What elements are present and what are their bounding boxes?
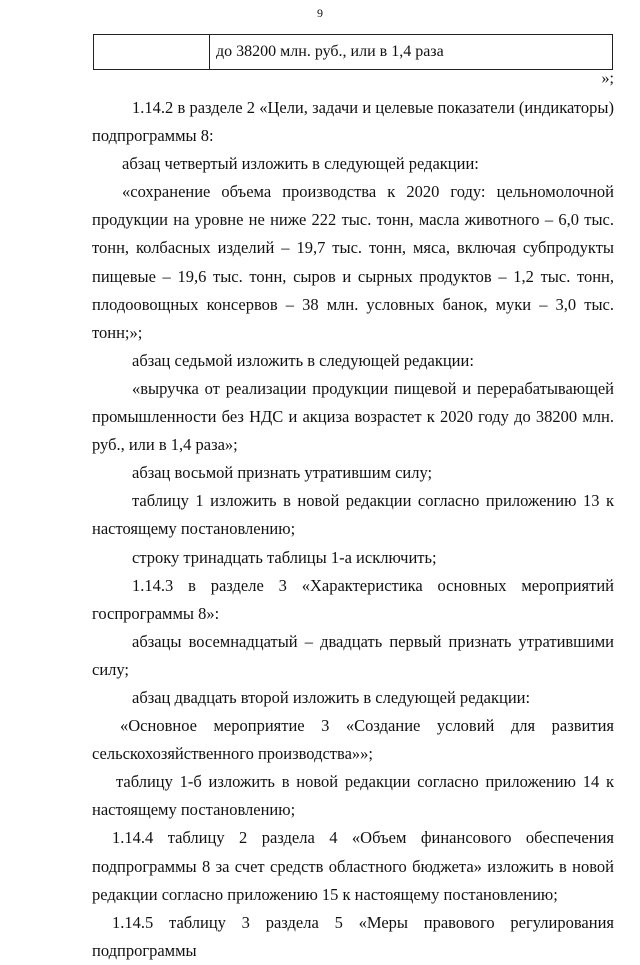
table-fragment bbox=[93, 34, 613, 70]
paragraph-osnovnoe-meropriyatie: «Основное мероприятие 3 «Создание условий для развития сельскохозяйственного производства»»; bbox=[92, 716, 614, 764]
paragraph-abzac-vosmoi: абзац восьмой признать утратившим силу; bbox=[132, 463, 433, 483]
paragraph-1-14-5: 1.14.5 таблицу 3 раздела 5 «Меры правового регулирования подпрограммы bbox=[92, 912, 614, 960]
paragraph-sokhranenie: «сохранение объема производства к 2020 году: цельномолочной продукции на уровне не ниже 222 тыс. тонн, масла животного – 6,0 тыс. тонн, колбасных изделий – 19,7 тыс. тонн, мяса, включая субпродукты пищевые – 19,6 тыс. тонн, сыров и сырных продуктов – 1,2 тыс. тонн, плодоовощных консервов – 38 млн. условных банок, муки – 3,0 тыс. тонн;»; bbox=[92, 182, 614, 342]
paragraph-tablica-1b: таблицу 1-б изложить в новой редакции согласно приложению 14 к настоящему постановлению; bbox=[92, 772, 614, 820]
table-cell-empty bbox=[94, 35, 210, 70]
paragraph-1-14-4: 1.14.4 таблицу 2 раздела 4 «Объем финансового обеспечения подпрограммы 8 за счет средств областного бюджета» изложить в новой редакции согласно приложению 15 к настоящему постановлению; bbox=[92, 828, 614, 904]
paragraph-abzac-22: абзац двадцать второй изложить в следующей редакции: bbox=[132, 687, 531, 707]
table-row bbox=[94, 35, 613, 70]
paragraph-stroka-13: строку тринадцать таблицы 1-а исключить; bbox=[132, 547, 437, 567]
page-number: 9 bbox=[317, 6, 323, 20]
closing-quote: »; bbox=[601, 70, 614, 87]
paragraph-vyruchka: «выручка от реализации продукции пищевой и перерабатывающей промышленности без НДС и акциза возрастет к 2020 году до 38200 млн. руб., или в 1,4 раза»; bbox=[92, 378, 614, 455]
paragraph-tablica-1: таблицу 1 изложить в новой редакции согласно приложению 13 к настоящему постановлению; bbox=[92, 491, 614, 539]
paragraph-1-14-3: 1.14.3 в разделе 3 «Характеристика основных мероприятий госпрограммы 8»: bbox=[92, 575, 614, 623]
paragraph-abzacy-18-21: абзацы восемнадцатый – двадцать первый признать утратившими силу; bbox=[92, 631, 614, 679]
paragraph-abzac-sedmoi: абзац седьмой изложить в следующей редакции: bbox=[132, 350, 474, 370]
table-cell-value: до 38200 млн. руб., или в 1,4 раза bbox=[210, 35, 613, 70]
paragraph-abzac-chetvertyi: абзац четвертый изложить в следующей редакции: bbox=[122, 154, 479, 174]
paragraph-1-14-2: 1.14.2 в разделе 2 «Цели, задачи и целевые показатели (индикаторы) подпрограммы 8: bbox=[92, 98, 614, 146]
document-body bbox=[92, 94, 614, 965]
